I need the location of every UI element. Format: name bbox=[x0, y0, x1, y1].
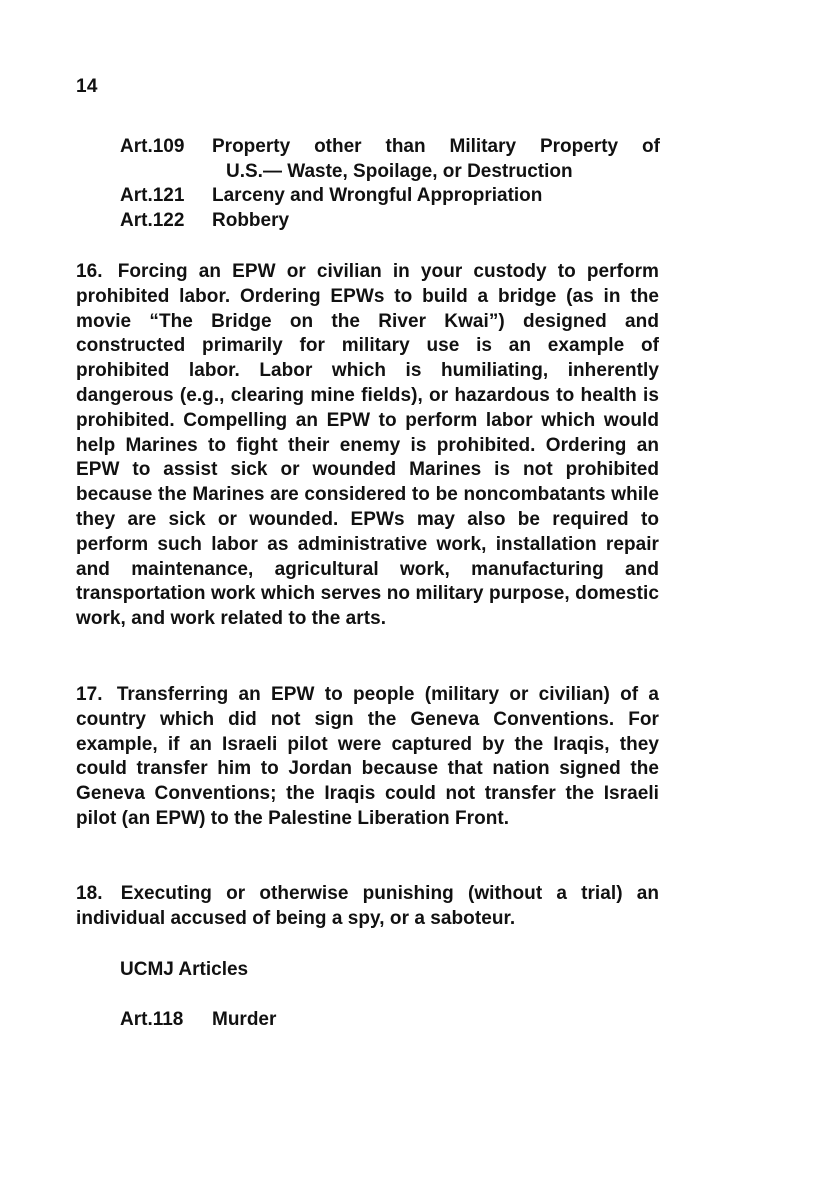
paragraph-number: 16. bbox=[76, 261, 103, 282]
article-number: Art.122 bbox=[120, 210, 185, 232]
paragraph-text: Forcing an EPW or civilian in your custody to perform prohibited labor. Ordering EPWs to build a bridge (as in the movie “The Bridge on the River Kwai”) designed and constructed primarily for military use is an example of prohibited labor. Labor which is humiliating, inherently dangerous (e.g., clearing mine fields), or hazardous to health is prohibited. Compelling an EPW to perform labor which would help Marines to fight their enemy is prohibited. Ordering an EPW to assist sick or wounded Marines is not prohibited because the Marines are considered to be noncombatants while they are sick or wounded. EPWs may also be required to perform such labor as administrative work, installation repair and maintenance, agricultural work, manufacturing and transportation work which serves no military purpose, domestic work, and work related to the arts. bbox=[76, 261, 659, 630]
article-row-bottom bbox=[120, 1008, 276, 1032]
paragraph-number: 18. bbox=[76, 883, 103, 904]
article-title-line: U.S.— Waste, Spoilage, or Destruction bbox=[226, 160, 573, 182]
page-number: 14 bbox=[76, 76, 98, 97]
paragraph-17 bbox=[76, 683, 659, 832]
article-title: Larceny and Wrongful Appropriation bbox=[212, 185, 543, 207]
paragraph-18 bbox=[76, 882, 659, 932]
article-number: Art.121 bbox=[120, 185, 185, 207]
article-row bbox=[120, 184, 660, 209]
article-row bbox=[120, 135, 660, 184]
article-number: Art.118 bbox=[120, 1009, 184, 1030]
article-title-line: Property other than Military Property of bbox=[212, 136, 660, 157]
article-title: Robbery bbox=[212, 210, 290, 232]
article-list-top bbox=[120, 135, 660, 234]
paragraph-text: Executing or otherwise punishing (without a trial) an individual accused of being a spy, or a saboteur. bbox=[76, 883, 659, 929]
article-title: Murder bbox=[212, 1009, 277, 1030]
article-number: Art.109 bbox=[120, 136, 185, 157]
ucmj-articles-heading: UCMJ Articles bbox=[120, 959, 249, 980]
paragraph-16 bbox=[76, 260, 659, 632]
paragraph-text: Transferring an EPW to people (military or civilian) of a country which did not sign the Geneva Conventions. For example, if an Israeli pilot were captured by the Iraqis, they could transfer him to Jordan because that nation signed the Geneva Conventions; the Iraqis could not transfer the Israeli pilot (an EPW) to the Palestine Liberation Front. bbox=[76, 684, 659, 829]
article-row bbox=[120, 209, 660, 234]
paragraph-number: 17. bbox=[76, 684, 103, 705]
article-title bbox=[212, 135, 660, 184]
